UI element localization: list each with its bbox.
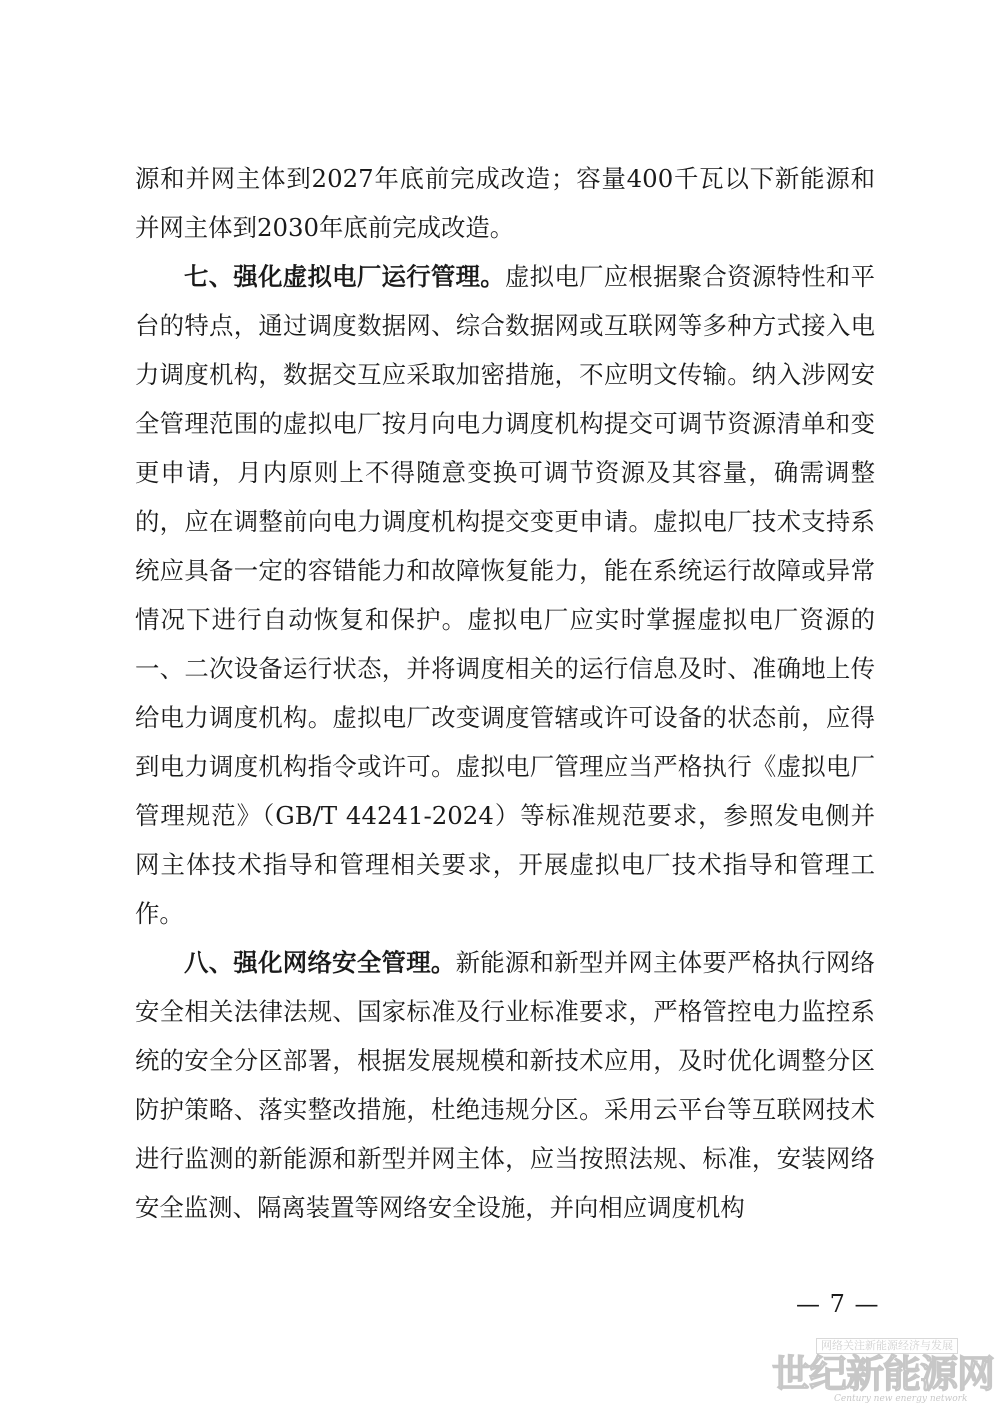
body-text [135,154,875,1232]
paragraph-text: 新能源和新型并网主体要严格执行网络安全相关法律法规、国家标准及行业标准要求，严格管控电力监控系统的安全分区部署，根据发展规模和新技术应用，及时优化调整分区防护策略、落实整改措施，杜绝违规分区。采用云平台等互联网技术进行监测的新能源和新型并网主体，应当按照法规、标准，安装网络安全监测、隔离装置等网络安全设施，并向相应调度机构 [135,948,875,1222]
paragraph-continuation [135,154,875,252]
section-heading-8: 八、强化网络安全管理。 [184,948,456,977]
paragraph-text: 虚拟电厂应根据聚合资源特性和平台的特点，通过调度数据网、综合数据网或互联网等多种方式接入电力调度机构，数据交互应采取加密措施，不应明文传输。纳入涉网安全管理范围的虚拟电厂按月向电力调度机构提交可调节资源清单和变更申请，月内原则上不得随意变换可调节资源及其容量，确需调整的，应在调整前向电力调度机构提交变更申请。虚拟电厂技术支持系统应具备一定的容错能力和故障恢复能力，能在系统运行故障或异常情况下进行自动恢复和保护。虚拟电厂应实时掌握虚拟电厂资源的一、二次设备运行状态，并将调度相关的运行信息及时、准确地上传给电力调度机构。虚拟电厂改变调度管辖或许可设备的状态前，应得到电力调度机构指令或许可。虚拟电厂管理应当严格执行《虚拟电厂管理规范》（GB/T 44241-2024）等标准规范要求，参照发电侧并网主体技术指导和管理相关要求，开展虚拟电厂技术指导和管理工作。 [135,262,875,928]
watermark-slogan: 网络关注新能源经济与发展 [816,1338,958,1354]
paragraph-section-7 [135,252,875,938]
watermark-english: Century new energy network [834,1394,968,1404]
watermark-logo [772,1338,995,1408]
watermark-brand: 世纪新能源网 [772,1351,995,1396]
section-heading-7: 七、强化虚拟电厂运行管理。 [184,262,505,291]
page-number: — 7 — [796,1290,880,1318]
paragraph-section-8 [135,938,875,1232]
paragraph-text: 源和并网主体到2027年底前完成改造；容量400千瓦以下新能源和并网主体到2030年底前完成改造。 [135,164,875,242]
